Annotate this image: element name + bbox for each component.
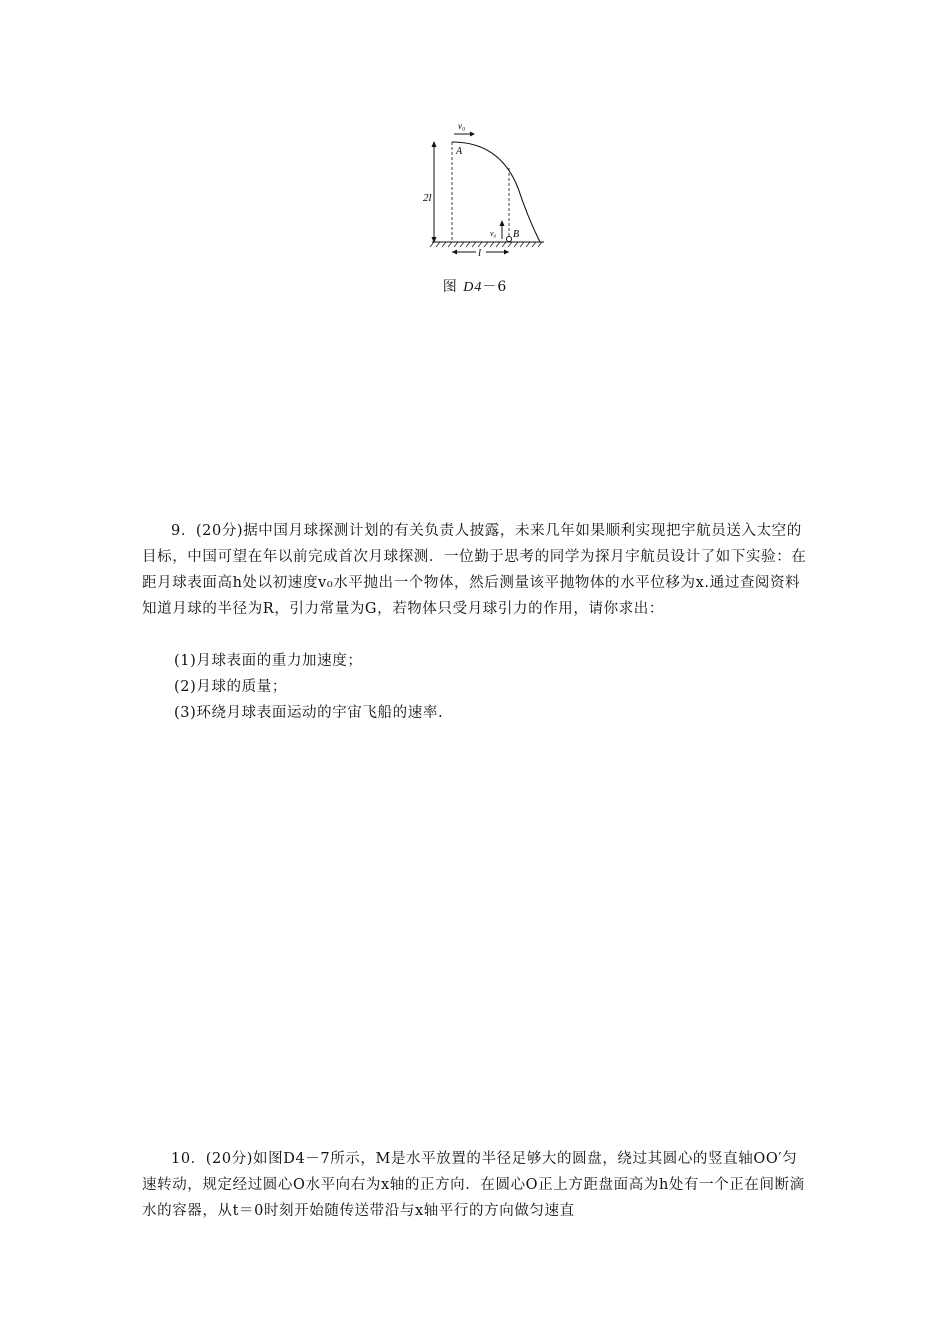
projectile-diagram [420,118,560,268]
caption-suffix: －6 [482,279,508,295]
length-arrow-right [504,250,509,255]
length-label: l [478,247,482,259]
v0-top-label: v₀ [458,121,466,131]
caption-id: D4 [463,280,483,295]
question-9-item-3: (3)环绕月球表面运动的宇宙飞船的速率. [174,705,444,721]
question-10-text: 10．(20分)如图D4－7所示，M是水平放置的半径足够大的圆盘，绕过其圆心的竖直轴OO′匀速转动，规定经过圆心O水平向右为x轴的正方向．在圆心O正上方距盘面高为h处有一个正在间断滴水的容器，从t＝0时刻开始随传送带沿与x轴平行的方向做匀速直 [142,1151,805,1219]
point-a-label: A [456,146,463,157]
ground-hatch [430,242,542,247]
object-b [506,236,511,241]
trajectory-curve [452,142,540,242]
height-arrow-top-head [432,141,437,147]
caption-prefix: 图 [442,279,464,295]
v0-top-arrowhead [470,132,475,137]
question-9-item-2: (2)月球的质量； [174,679,287,695]
question-9-items [174,648,443,726]
question-9-text: 9．(20分)据中国月球探测计划的有关负责人披露，未来几年如果顺利实现把宇航员送入太空的目标，中国可望在年以前完成首次月球探测．一位勤于思考的同学为探月宇航员设计了如下实验：在距月球表面高h处以初速度v₀水平抛出一个物体，然后测量该平抛物体的水平位移为x.通过查阅资料知道月球的半径为R，引力常量为G，若物体只受月球引力的作用，请你求出： [142,523,807,617]
v0-up-arrowhead [500,220,505,226]
v0-bottom-label: v₀ [490,229,497,238]
length-arrow-left [452,250,457,255]
height-label: 2l [423,192,432,204]
figure-caption [0,276,950,296]
diagram-svg [420,118,560,268]
question-10 [142,1146,810,1224]
question-9-item-1: (1)月球表面的重力加速度； [174,653,363,669]
question-9 [142,518,810,622]
point-b-label: B [513,229,520,240]
